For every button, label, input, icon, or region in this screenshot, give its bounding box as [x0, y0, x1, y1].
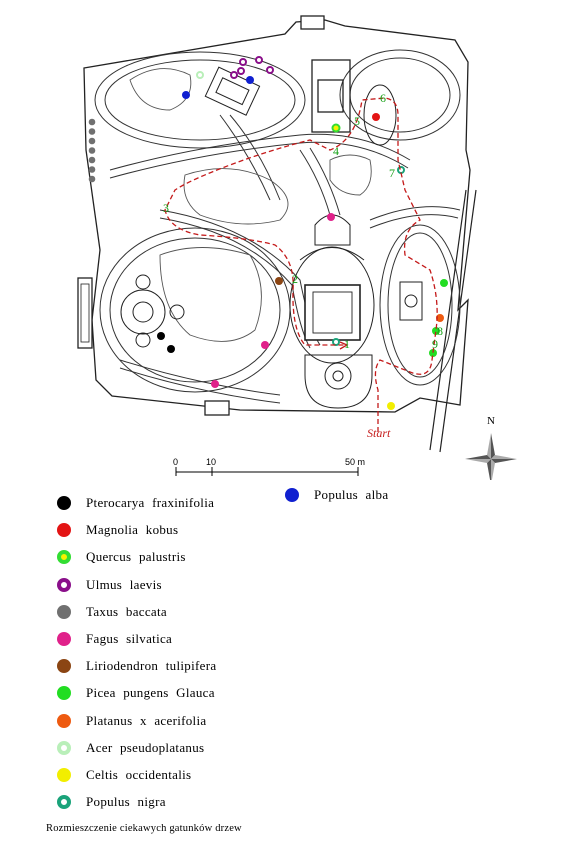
route-stop-3: 3 [163, 201, 169, 215]
west-roundel [121, 275, 184, 347]
taxus-marker [89, 128, 96, 135]
legend-item [57, 493, 214, 513]
north-building [312, 60, 350, 132]
legend-label: Ulmus laevis [86, 576, 162, 592]
taxus-marker [89, 176, 96, 183]
legend-label: Magnolia kobus [86, 522, 179, 538]
legend-label: Platanus x acerifolia [86, 712, 207, 728]
legend-swatch [57, 496, 71, 510]
legend-item [57, 547, 186, 567]
route-stop-6: 6 [380, 91, 386, 105]
tree-marker [398, 167, 404, 173]
compass-north-label: N [487, 415, 495, 427]
route-stop-2: 2 [292, 272, 298, 286]
route-start-label: Start [367, 426, 391, 440]
legend-swatch [57, 795, 71, 809]
legend-label: Liriodendron tulipifera [86, 658, 217, 674]
taxus-marker [89, 138, 96, 145]
legend-label: Quercus palustris [86, 549, 186, 565]
south-oval [305, 355, 372, 408]
legend-swatch [57, 632, 71, 646]
legend-label: Taxus baccata [86, 603, 167, 619]
legend-swatch [57, 686, 71, 700]
legend-swatch [57, 578, 71, 592]
south-gate [205, 401, 229, 415]
tree-marker [157, 332, 165, 340]
legend-item [57, 683, 215, 703]
legend-item-populus-alba [285, 485, 388, 505]
tree-marker [240, 59, 246, 65]
route-stop-1: 1 [344, 337, 350, 351]
legend-item [57, 738, 204, 758]
tree-marker [275, 277, 283, 285]
tree-marker [333, 339, 339, 345]
taxus-marker [89, 157, 96, 164]
tree-marker [333, 125, 340, 132]
legend-swatch [57, 605, 71, 619]
legend-item [57, 602, 167, 622]
tree-marker [167, 345, 175, 353]
route-stop-9: 9 [432, 337, 438, 351]
compass-rose [465, 433, 517, 480]
tree-marker [387, 402, 395, 410]
north-gate [301, 16, 324, 29]
tree-marker [267, 67, 273, 73]
taxus-marker [89, 119, 96, 126]
taxus-marker [89, 166, 96, 173]
scale-label-50: 50 m [345, 457, 366, 467]
legend-item [57, 711, 206, 731]
legend-label-populus-alba: Populus alba [314, 487, 389, 502]
east-complex [364, 85, 422, 320]
legend-swatch [57, 768, 71, 782]
legend-swatch [57, 523, 71, 537]
tree-marker [261, 341, 269, 349]
map-caption: Rozmieszczenie ciekawych gatunków drzew [46, 823, 242, 834]
tree-marker [246, 76, 254, 84]
legend-swatch [57, 550, 71, 564]
legend-swatch [57, 659, 71, 673]
legend-label: Populus nigra [86, 794, 166, 810]
legend-item [57, 629, 172, 649]
east-street [430, 190, 476, 452]
legend-item [57, 656, 216, 676]
tree-marker [256, 57, 262, 63]
tree-marker [182, 91, 190, 99]
legend-item [57, 765, 191, 785]
scale-label-10: 10 [206, 457, 217, 467]
legend-item [57, 520, 178, 540]
legend-label: Celtis occidentalis [86, 767, 192, 782]
tree-marker [231, 72, 237, 78]
legend-swatch-populus-alba [285, 488, 299, 502]
taxus-marker [89, 147, 96, 154]
legend-label: Picea pungens Glauca [86, 685, 215, 701]
legend-swatch [57, 741, 71, 755]
legend-label: Fagus silvatica [86, 631, 173, 646]
scale-label-0: 0 [173, 457, 179, 467]
tree-marker [197, 72, 203, 78]
legend-label: Acer pseudoplatanus [86, 739, 205, 755]
tree-marker [211, 380, 219, 388]
tree-marker [372, 113, 380, 121]
legend-item [57, 792, 166, 812]
legend-item [57, 575, 162, 595]
park-paths [95, 50, 460, 403]
tree-marker [238, 68, 244, 74]
scale-bar [176, 467, 358, 476]
legend-swatch [57, 714, 71, 728]
route-stop-4: 4 [333, 144, 339, 158]
west-building [78, 278, 92, 348]
route-stop-8: 8 [437, 324, 443, 338]
legend-label: Pterocarya fraxinifolia [86, 495, 215, 510]
tree-marker [327, 213, 335, 221]
tree-marker [440, 279, 448, 287]
route-stop-5: 5 [354, 114, 360, 128]
route-stop-7: 7 [389, 166, 395, 180]
